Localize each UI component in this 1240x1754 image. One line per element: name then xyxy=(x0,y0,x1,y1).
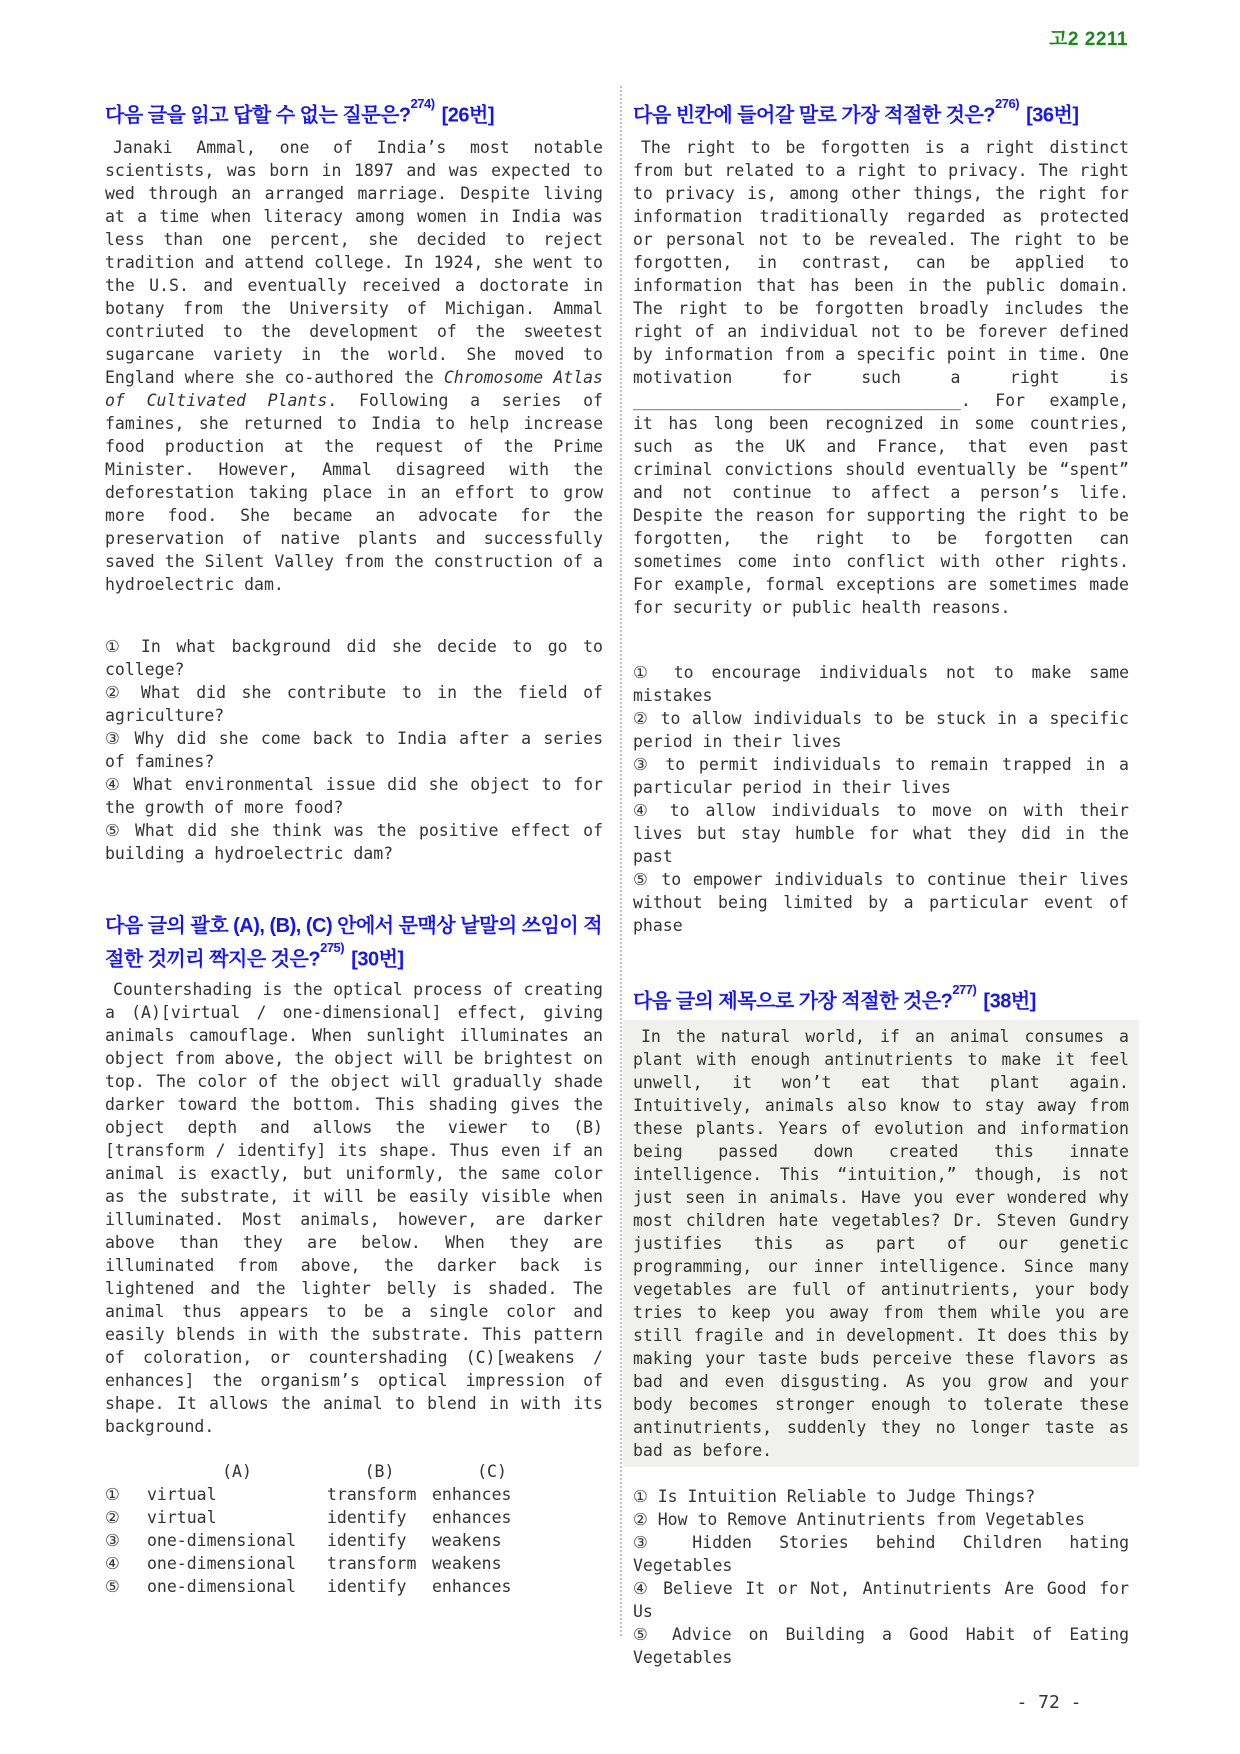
passage-run: Janaki Ammal, one of India’s most notable scientists, was born in 1897 and was expected to wed through an arranged marriage. Despite living at a time when literacy among women in India was less than one percent, she decided to reject tradition and attend college. In 1924, she went to the U.S. and eventually received a doctorate in botany from the University of Michigan. Ammal contriuted to the development of the sweetest sugarcane variety in the world. She moved to England where she co-authored the xyxy=(105,137,603,387)
choice-item: ③ Why did she come back to India after a series of famines? xyxy=(105,728,603,771)
table-cell: one-dimensional xyxy=(147,1530,297,1550)
choice-item: ① Is Intuition Reliable to Judge Things? xyxy=(633,1486,1036,1506)
question-number-tag: [38번] xyxy=(983,990,1036,1013)
grade-code-tag: 고2 2211 xyxy=(1049,29,1128,50)
answer-table xyxy=(105,1460,603,1598)
choice-item: ④ to allow individuals to move on with their lives but stay humble for what they did in the past xyxy=(633,800,1129,866)
choice-item: ⑤ to empower individuals to continue their lives without being limited by a particular event of phase xyxy=(633,869,1129,935)
table-cell: ② xyxy=(105,1507,120,1527)
passage-run: Chromosome Atlas of Cultivated Plants xyxy=(105,367,603,410)
choice-item: ④ Believe It or Not, Antinutrients Are Good for Us xyxy=(633,1578,1129,1621)
table-cell: weakens xyxy=(432,1530,502,1550)
passage-run: Countershading is the optical process of creating a (A)[virtual / one-dimensional] effect, giving animals camouflage. When sunlight illuminates an object from above, the object will be brightest on top. The color of the object will gradually shade darker toward the bottom. This shading gives the object depth and allows the viewer to (B)[transform / identify] its shape. Thus even if an animal is exactly, but uniformly, the same color as the substrate, it will be easily visible when illuminated. Most animals, however, are darker above than they are below. When they are illuminated from above, the darker back is lightened and the lighter belly is shaded. The animal thus appears to be a single color and easily blends in with the substrate. This pattern of coloration, or countershading (C)[weakens / enhances] the organism’s optical impression of shape. It allows the animal to blend in with its background. xyxy=(105,979,603,1436)
table-row xyxy=(105,1483,603,1506)
table-header-cell: (B) xyxy=(364,1461,395,1481)
table-cell: ④ xyxy=(105,1553,120,1573)
question-title-text: 다음 글을 읽고 답할 수 없는 질문은? xyxy=(105,104,411,127)
table-cell: one-dimensional xyxy=(147,1553,297,1573)
column-divider xyxy=(620,86,622,1636)
question-title-text: 다음 글의 괄호 (A), (B), (C) 안에서 문맥상 낱말의 쓰임이 적절한 것끼리 짝지은 것은? xyxy=(105,915,603,971)
table-cell: ① xyxy=(105,1484,120,1504)
table-header-cell: (A) xyxy=(222,1461,252,1481)
choice-item: ② to allow individuals to be stuck in a specific period in their lives xyxy=(633,708,1129,751)
question-number-tag: [30번] xyxy=(351,948,404,971)
passage-run: . Following a series of famines, she returned to India to help increase food production at the request of the Prime Minister. However, Ammal disagreed with the deforestation taking place in an effort to grow more food. She became an advocate for the preservation of native plants and successfully saved the Silent Valley from the construction of a hydroelectric dam. xyxy=(105,390,603,594)
passage-highlighted xyxy=(623,1020,1139,1467)
footnote-ref: 274) xyxy=(410,96,435,111)
table-row xyxy=(105,1575,603,1598)
choice-item: ⑤ What did she think was the positive effect of building a hydroelectric dam? xyxy=(105,820,603,863)
question-38 xyxy=(633,982,1129,1669)
choice-item: ① In what background did she decide to go to college? xyxy=(105,636,603,679)
passage-run: In the natural world, if an animal consumes a plant with enough antinutrients to make it feel unwell, it won’t eat that plant again. Intuitively, animals also know to stay away from these plants. Years of evolution and information being passed down created this innate intelligence. This “intuition,” though, is not just seen in animals. Have you ever wondered why most children hate vegetables? Dr. Steven Gundry justifies this as part of our genetic programming, our inner intelligence. Since many vegetables are full of antinutrients, your body tries to keep you away from them while you are still fragile and in development. It does this by making your taste buds perceive these flavors as bad and even disgusting. As you grow and your body becomes stronger enough to tolerate these antinutrients, suddenly they no longer taste as bad as before. xyxy=(633,1026,1129,1460)
page-number: - 72 - xyxy=(1016,1692,1082,1713)
table-row xyxy=(105,1506,603,1529)
choice-item: ② What did she contribute to in the field of agriculture? xyxy=(105,682,603,725)
table-cell: enhances xyxy=(432,1484,512,1504)
table-header-cell xyxy=(105,1460,147,1483)
table-cell: ⑤ xyxy=(105,1576,120,1596)
choice-list xyxy=(633,1485,1129,1669)
table-cell: ③ xyxy=(105,1530,120,1550)
question-title xyxy=(633,982,1129,1016)
table-cell: enhances xyxy=(432,1507,512,1527)
passage xyxy=(633,136,1129,619)
passage-run: The right to be forgotten is a right distinct from but related to a right to privacy. The right to privacy is, among other things, the right for information traditionally regarded as protected or personal not to be revealed. The right to be forgotten, in contrast, can be applied to information that has been in the public domain. The right to be forgotten broadly includes the right of an individual not to be forever defined by information from a specific point in time. One motivation for such a right is _________________________________. For example, it has long been recognized in some countries, such as the UK and France, that even past criminal convictions should eventually be “spent” and not continue to affect a person’s life. Despite the reason for supporting the right to be forgotten, the right to be forgotten can sometimes come into conflict with other rights. For example, formal exceptions are sometimes made for security or public health reasons. xyxy=(633,137,1129,617)
passage xyxy=(105,136,603,596)
choice-list xyxy=(633,661,1129,937)
question-title xyxy=(105,913,603,974)
table-cell: identify xyxy=(327,1507,407,1527)
choice-item: ③ Hidden Stories behind Children hating Vegetables xyxy=(633,1532,1129,1575)
table-header-cell: (C) xyxy=(477,1461,507,1481)
table-cell: identify xyxy=(327,1576,407,1596)
table-cell: transform xyxy=(327,1553,417,1573)
question-number-tag: [36번] xyxy=(1026,104,1079,127)
table-cell: virtual xyxy=(147,1507,217,1527)
choice-item: ② How to Remove Antinutrients from Vegetables xyxy=(633,1509,1085,1529)
choice-item: ① to encourage individuals not to make same mistakes xyxy=(633,662,1129,705)
table-cell: virtual xyxy=(147,1484,217,1504)
question-title-text: 다음 글의 제목으로 가장 적절한 것은? xyxy=(633,990,953,1013)
table-header-row xyxy=(105,1460,603,1483)
footnote-ref: 276) xyxy=(995,96,1020,111)
question-26 xyxy=(105,96,603,865)
question-number-tag: [26번] xyxy=(441,104,495,127)
footnote-ref: 275) xyxy=(320,940,345,955)
table-cell: one-dimensional xyxy=(147,1576,297,1596)
question-title xyxy=(633,96,1129,130)
table-cell: weakens xyxy=(432,1553,502,1573)
footnote-ref: 277) xyxy=(952,982,977,997)
question-36 xyxy=(633,96,1129,937)
question-title xyxy=(105,96,603,130)
choice-item: ③ to permit individuals to remain trapped in a particular period in their lives xyxy=(633,754,1129,797)
choice-item: ④ What environmental issue did she object to for the growth of more food? xyxy=(105,774,603,817)
table-cell: identify xyxy=(327,1530,407,1550)
choice-item: ⑤ Advice on Building a Good Habit of Eating Vegetables xyxy=(633,1624,1129,1667)
choice-list xyxy=(105,635,603,865)
table-cell: enhances xyxy=(432,1576,512,1596)
question-title-text: 다음 빈칸에 들어갈 말로 가장 적절한 것은? xyxy=(633,104,995,127)
table-row xyxy=(105,1529,603,1552)
table-row xyxy=(105,1552,603,1575)
table-cell: transform xyxy=(327,1484,417,1504)
question-30 xyxy=(105,913,603,1598)
passage xyxy=(105,978,603,1438)
